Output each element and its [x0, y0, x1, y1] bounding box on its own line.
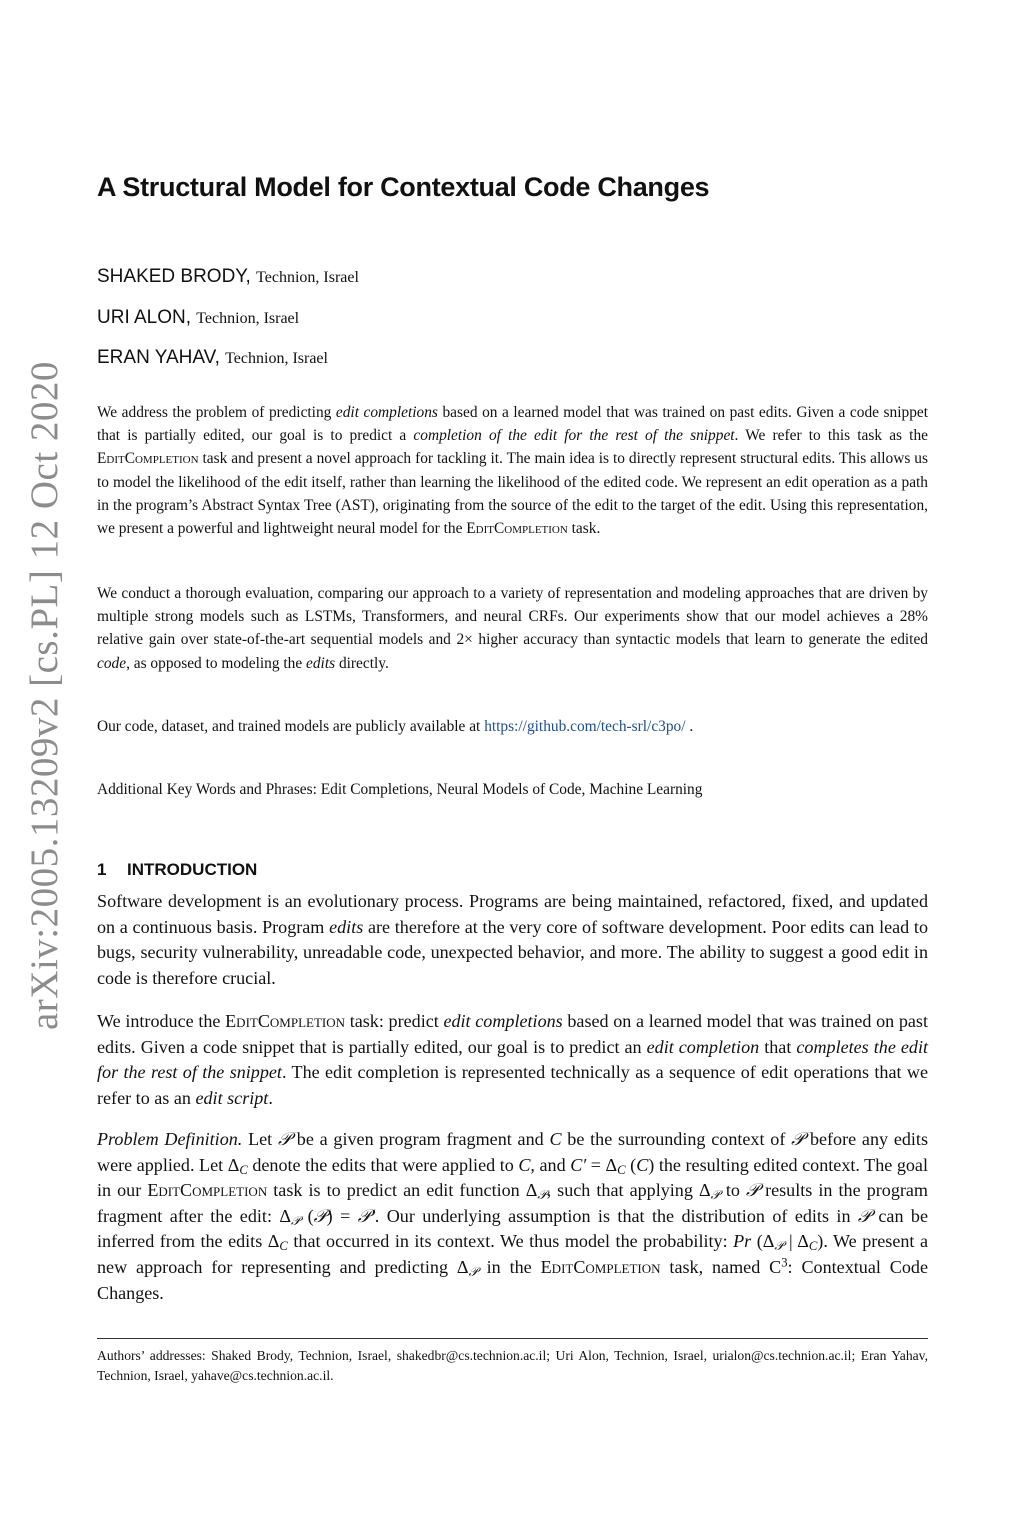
section-heading-introduction: 1 INTRODUCTION [97, 860, 258, 879]
task-name: EditCompletion [147, 1180, 268, 1201]
task-name: EditCompletion [466, 520, 568, 538]
author-name: ERAN YAHAV [97, 347, 215, 368]
abstract-paragraph-1: We address the problem of predicting edit completions based on a learned model that was trained on past edits. Given a code snippet that is partially edited, our goal is to predict a completion of the edit for the rest of the snippet. We refer to this task as the EditCompletion task and present a novel approach for tackling it. The main idea is to directly represent structural edits. This allows us to model the likelihood of the edit itself, rather than learning the likelihood of the edited code. We represent an edit operation as a path in the program’s Abstract Syntax Tree (AST), originating from the source of the edit to the target of the edit. Using this representation, we present a powerful and lightweight neural model for the EditCompletion task. [97, 404, 928, 538]
github-link[interactable]: https://github.com/tech-srl/c3po/ [484, 718, 686, 735]
author-affiliation: Technion, Israel [196, 310, 300, 327]
author-affiliation: Technion, Israel [225, 350, 328, 367]
footnote-divider [97, 1338, 928, 1339]
paragraph-heading: Problem Definition. [97, 1129, 243, 1149]
author-2: URI ALON, Technion, Israel [97, 307, 300, 328]
task-name: EditCompletion [97, 450, 199, 468]
arxiv-identifier-stamp: arXiv:2005.13209v2 [cs.PL] 12 Oct 2020 [23, 361, 66, 1030]
authors-addresses-footnote: Authors’ addresses: Shaked Brody, Technion, Israel, shakedbr@cs.technion.ac.il; Uri Alon, Technion, Israel, urialon@cs.technion.ac.il; Eran Yahav, Technion, Israel, yahave@cs.technion.ac.il. [97, 1348, 928, 1383]
paper-title: A Structural Model for Contextual Code Changes [97, 172, 710, 202]
author-name: SHAKED BRODY [97, 266, 246, 287]
author-3: ERAN YAHAV, Technion, Israel [97, 347, 328, 368]
task-name: EditCompletion [540, 1256, 661, 1277]
intro-paragraph-2: We introduce the EditCompletion task: predict edit completions based on a learned model that was trained on past edits. Given a code snippet that is partially edited, our goal is to predict an edit completion that completes the edit for the rest of the snippet. The edit completion is represented technically as a sequence of edit operations that we refer to as an edit script. [97, 1011, 929, 1108]
task-name: EditCompletion [225, 1011, 346, 1031]
author-1: SHAKED BRODY, Technion, Israel [97, 266, 359, 287]
author-name: URI ALON [97, 307, 186, 328]
abstract-paragraph-2: We conduct a thorough evaluation, comparing our approach to a variety of representation and modeling approaches that are driven by multiple strong models such as LSTMs, Transformers, and neural CRFs. Our experiments show that our model achieves a 28% relative gain over state-of-the-art sequential models and 2× higher accuracy than syntactic models that learn to generate the edited code, as opposed to modeling the edits directly. [97, 585, 928, 672]
keywords: Additional Key Words and Phrases: Edit Completions, Neural Models of Code, Machine Learning [97, 781, 703, 798]
abstract-availability: Our code, dataset, and trained models are publicly available at https://github.com/tech-srl/c3po/ . [97, 718, 694, 735]
problem-definition-paragraph: Problem Definition. Let 𝒫 be a given program fragment and C be the surrounding context of 𝒫 before any edits were applied. Let $\Delta_C$ denote the edits that were applied to C, and $C' = \Delta_C$ (C) the resulting edited context. The goal in our EditCompletion task is to predict an edit function $\Delta_𝒫$, such that applying $\Delta_𝒫$ to 𝒫 results in the program fragment after the edit: $\Delta_𝒫$ (𝒫) = 𝒫′. Our underlying assumption is that the distribution of edits in 𝒫 can be inferred from the edits $\Delta_C$ that occurred in its context. We thus model the probability: Pr ($\Delta_𝒫$ | $\Delta_C$). We present a new approach for representing and predicting $\Delta_𝒫$ in the EditCompletion task, named $C^3$: Contextual Code Changes. [97, 1129, 928, 1303]
author-affiliation: Technion, Israel [256, 269, 359, 286]
intro-paragraph-1: Software development is an evolutionary process. Programs are being maintained, refactored, fixed, and updated on a continuous basis. Program edits are therefore at the very core of software development. Poor edits can lead to bugs, security vulnerability, unreadable code, unexpected behavior, and more. The ability to suggest a good edit in code is therefore crucial. [97, 891, 928, 988]
